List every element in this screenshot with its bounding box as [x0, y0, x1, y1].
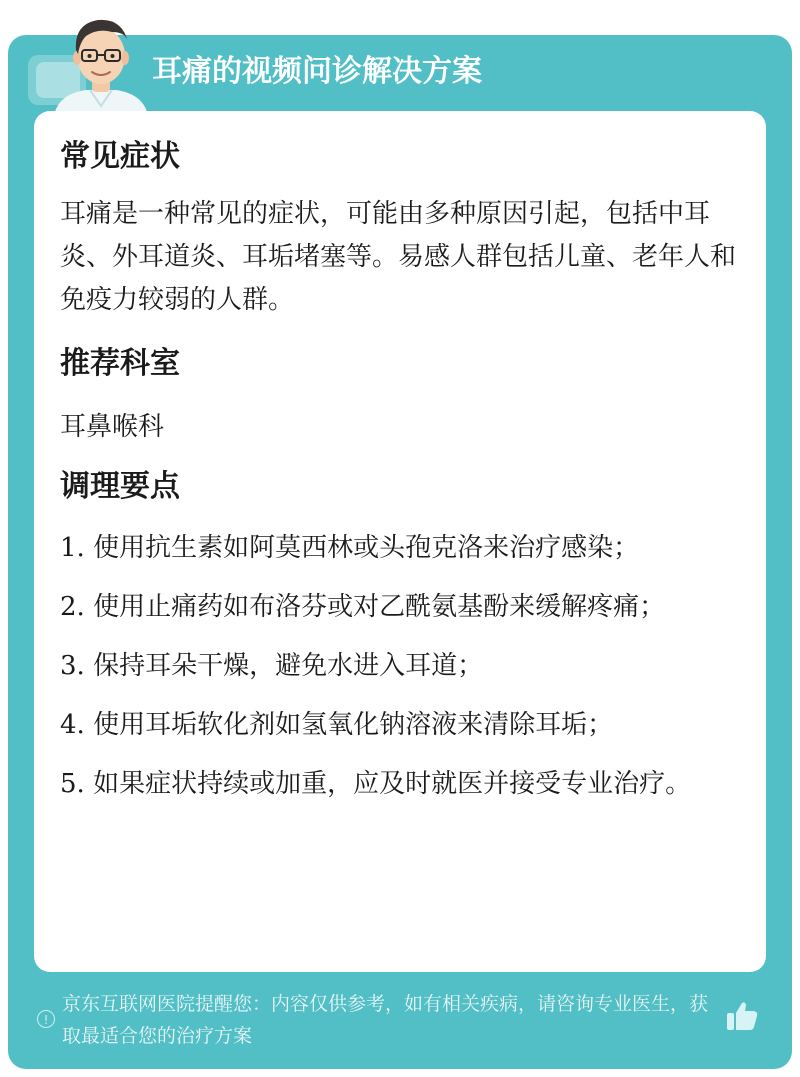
- tip-text: 使用止痛药如布洛芬或对乙酰氨基酚来缓解疼痛；: [93, 592, 666, 622]
- department-text: 耳鼻喉科: [60, 412, 165, 442]
- list-item: [60, 763, 740, 806]
- department-heading: 推荐科室: [60, 346, 180, 381]
- footer-disclaimer: 京东互联网医院提醒您：内容仅供参考，如有相关疾病，请咨询专业医生，获取最适合您的治疗方案: [62, 993, 709, 1047]
- tip-text: 使用耳垢软化剂如氢氧化钠溶液来清除耳垢；: [93, 710, 614, 740]
- list-item: [60, 586, 740, 629]
- tip-number: 1.: [60, 533, 85, 563]
- tip-text: 保持耳朵干燥，避免水进入耳道；: [93, 651, 484, 681]
- tips-list: [60, 527, 740, 806]
- tip-number: 5.: [60, 769, 85, 799]
- page-title: 耳痛的视频问诊解决方案: [152, 54, 482, 89]
- tip-text: 如果症状持续或加重，应及时就医并接受专业治疗。: [93, 769, 692, 799]
- tip-number: 4.: [60, 710, 85, 740]
- thumbs-up-icon[interactable]: [724, 998, 760, 1034]
- symptoms-heading: 常见症状: [60, 139, 180, 174]
- list-item: [60, 527, 740, 570]
- symptoms-text: 耳痛是一种常见的症状，可能由多种原因引起，包括中耳炎、外耳道炎、耳垢堵塞等。易感人群包括儿童、老年人和免疫力较弱的人群。: [60, 199, 737, 315]
- tips-heading: 调理要点: [60, 469, 180, 504]
- content-card: [34, 111, 766, 972]
- card-content: [60, 133, 740, 822]
- info-icon: !: [37, 1010, 55, 1028]
- list-item: [60, 645, 740, 688]
- tip-text: 使用抗生素如阿莫西林或头孢克洛来治疗感染；: [93, 533, 640, 563]
- list-item: [60, 704, 740, 747]
- doctor-avatar-icon: [46, 6, 156, 116]
- tip-number: 3.: [60, 651, 85, 681]
- tip-number: 2.: [60, 592, 85, 622]
